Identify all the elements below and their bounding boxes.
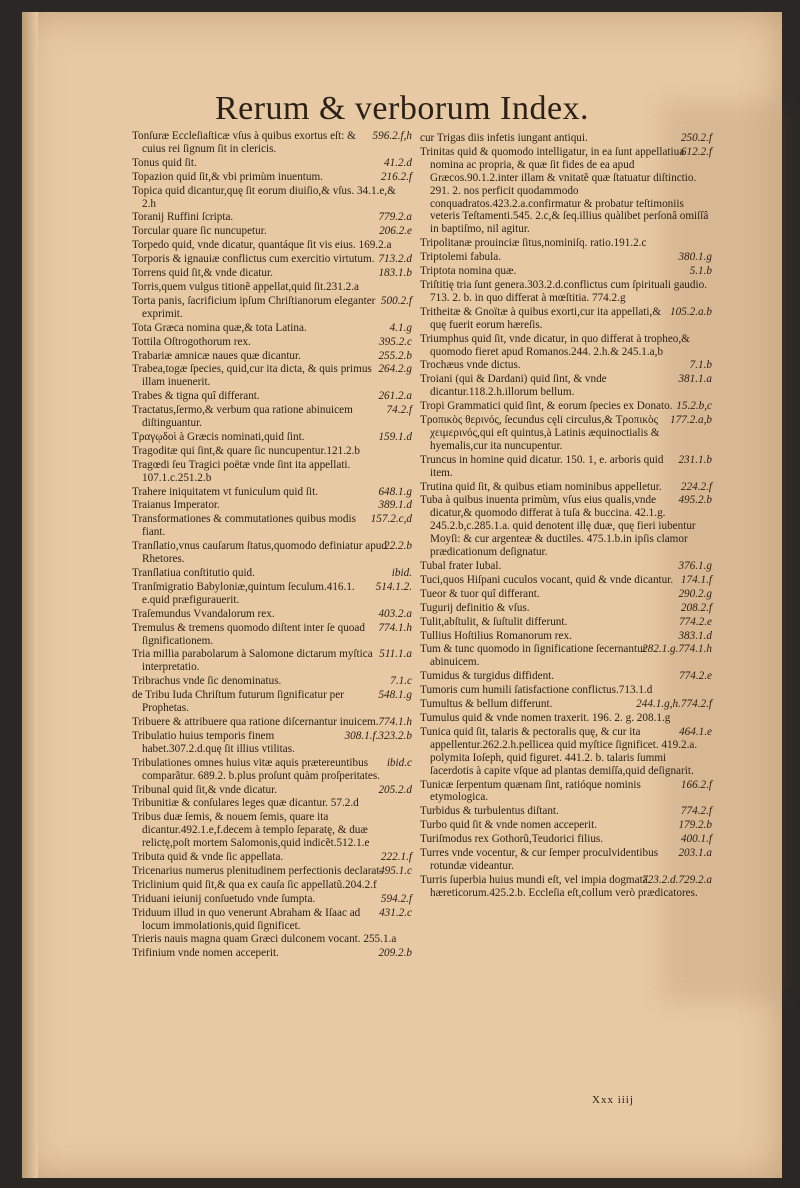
- index-entry: [132, 567, 412, 580]
- index-entry: [420, 847, 712, 873]
- index-entry-reference: 255.2.b: [378, 349, 412, 362]
- index-entry: [132, 459, 412, 485]
- index-entry: [132, 211, 412, 224]
- index-entry-reference: 4.1.g: [389, 321, 412, 334]
- index-entry: [132, 513, 412, 539]
- index-entry: [420, 616, 712, 629]
- index-entry-reference: 22.2.b: [384, 540, 412, 553]
- index-entry-text: Trifinium vnde nomen acceperit.: [132, 947, 279, 960]
- index-entry-reference: 596.2.f,h: [372, 130, 412, 142]
- index-entry: [420, 306, 712, 332]
- index-column-right: [420, 132, 712, 901]
- index-entry: [132, 281, 412, 294]
- index-entry-text: Tum & tunc quomodo in ſignificatione ſecernantur abinuicem.: [420, 643, 647, 669]
- index-entry-reference: 308.1.f.323.2.b: [344, 729, 412, 742]
- index-entry: [132, 675, 412, 688]
- index-entry-text: Tranſlatio,vnus cauſarum ſtatus,quomodo definiatur apud Rhetores.: [132, 540, 387, 566]
- index-entry-reference: 511.1.a: [379, 648, 412, 661]
- index-entry-reference: 208.2.f: [680, 601, 712, 614]
- index-entry: [132, 622, 412, 648]
- index-entry-reference: 774.1.h: [378, 715, 412, 728]
- page-gutter: [22, 12, 38, 1178]
- index-entry-reference: 290.2.g: [678, 587, 712, 600]
- index-entry-text: Turris ſuperbia huius mundi eſt, vel impia dogmata hæreticorum.425.2.b. Eccleſia eſt,collum verò prædicatores.: [420, 873, 698, 899]
- index-entry-text: Tropi Grammatici quid ſint, & eorum ſpecies ex Donato.: [420, 400, 673, 413]
- index-entry-reference: 166.2.f: [680, 778, 712, 791]
- index-entry-reference: 389.1.d: [378, 499, 412, 512]
- index-entry: [420, 494, 712, 559]
- index-entry-text: Tribulatio huius temporis finem habet.307.2.d.quę ſit illius vtilitas.: [132, 729, 295, 755]
- index-entry-reference: 7.1.c: [390, 675, 412, 688]
- index-entry-text: Torcular quare ſic nuncupetur.: [132, 225, 267, 238]
- index-entry-text: Tunica quid ſit, talaris & pectoralis quę, & cur ita appellentur.262.2.h.pellicea quid myſtice ſignificet. 419.2.a. polymita Ioſeph, quid figuret. 441.2. b. talaris ſummi ſacerdotis à capite vſque ad plantas demiſſa,quid deſignarit.: [420, 725, 698, 777]
- index-entry-reference: 105.2.a.b: [670, 305, 712, 318]
- index-entry-text: Tumultus & bellum differunt.: [420, 698, 553, 711]
- index-entry: [132, 130, 412, 156]
- index-entry-text: Tubal frater Iubal.: [420, 560, 502, 572]
- index-entry: [420, 132, 712, 145]
- index-entry: [132, 239, 412, 252]
- page-title: Rerum & verborum Index.: [214, 90, 590, 127]
- index-entry: [132, 171, 412, 184]
- index-entry-reference: 774.1.h: [378, 621, 412, 634]
- index-entry-text: Tueor & tuor quî differant.: [420, 587, 540, 600]
- index-entry: [420, 574, 712, 587]
- index-entry: [420, 684, 712, 697]
- index-entry: [420, 630, 712, 643]
- index-entry-text: Tria millia parabolarum à Salomone dictarum myſtica interpretatio.: [132, 648, 373, 674]
- index-entry-reference: 495.2.b: [678, 494, 712, 507]
- index-entry: [132, 879, 412, 892]
- index-entry-text: Torpedo quid, vnde dicatur, quantáque ſit vis eius. 169.2.a: [132, 239, 392, 252]
- index-entry-text: Torporis & ignauiæ conflictus cum exercitio virtutum.: [132, 253, 375, 266]
- index-entry: [132, 185, 412, 211]
- index-entry-reference: 209.2.b: [378, 947, 412, 960]
- index-entry-reference: 774.2.f: [680, 805, 712, 818]
- index-entry: [132, 933, 412, 946]
- index-entry-reference: 157.2.c,d: [370, 513, 412, 526]
- index-entry-reference: 282.1.g.774.1.h: [642, 643, 712, 656]
- index-entry-text: Tumidus & turgidus diffident.: [420, 670, 555, 683]
- index-entry-text: Trochæus vnde dictus.: [420, 359, 521, 372]
- index-entry: [420, 805, 712, 818]
- index-entry-text: Triduum illud in quo venerunt Abraham & Iſaac ad locum immolationis,quid ſignificet.: [132, 906, 361, 932]
- index-entry-text: Triumphus quid ſit, vnde dicatur, in quo differat à tropheo,& quomodo fieret apud Romanos.244. 2.h.& 245.1.a,b: [420, 332, 690, 358]
- index-entry: [420, 279, 712, 305]
- index-entry-reference: 205.2.d: [378, 783, 412, 796]
- index-entry: [420, 251, 712, 264]
- index-entry-text: Tragœdi ſeu Tragici poëtæ vnde ſint ita appellati. 107.1.c.251.2.b: [132, 458, 351, 484]
- index-entry-text: Tuba à quibus inuenta primùm, vſus eius qualis,vnde dicatur,& quomodo differat à tuſa & buccina. 42.1.g. 245.2.b,c.285.1.a. quid denotent illę duæ, quę fieri iubentur Moyſi: & cur argenteæ & ductiles. 475.1.b.in ipſis clamor prædicationum deſignatur.: [420, 494, 696, 559]
- index-entry: [132, 157, 412, 170]
- index-entry-text: Troiani (qui & Dardani) quid ſint, & vnde dicantur.118.2.h.illorum bellum.: [420, 373, 607, 399]
- index-entry-reference: 500.2.f: [380, 294, 412, 307]
- index-entry-reference: 713.2.d: [378, 253, 412, 266]
- index-entry-reference: 174.1.f: [680, 573, 712, 586]
- index-entry-text: Tributa quid & vnde ſic appellata.: [132, 851, 284, 864]
- index-entry-reference: 74.2.f: [386, 404, 412, 417]
- index-entry: [132, 608, 412, 621]
- index-entry: [132, 757, 412, 783]
- index-entry: [132, 907, 412, 933]
- index-entry-reference: 41.2.d: [384, 156, 412, 169]
- index-entry-text: Tumoris cum humili ſatisfactione conflictus.713.1.d: [420, 684, 653, 697]
- index-entry: [132, 431, 412, 444]
- index-entry: [132, 730, 412, 756]
- index-entry: [132, 445, 412, 458]
- index-entry: [420, 643, 712, 669]
- index-entry: [132, 390, 412, 403]
- index-entry-reference: 400.1.f: [680, 833, 712, 846]
- index-entry: [132, 540, 412, 566]
- index-entry-text: Topica quid dicantur,quę ſit eorum diuiſio,& vſus. 34.1.e,& 2.h: [132, 184, 396, 210]
- index-entry-reference: 612.2.f: [680, 145, 712, 158]
- index-entry-text: Triſtitię tria ſunt genera.303.2.d.conflictus cum ſpirituali gaudio. 713. 2. b. in quo differat à mœſtitia. 774.2.g: [420, 278, 707, 304]
- index-entry-text: Tricenarius numerus plenitudinem perfectionis declarat.: [132, 864, 383, 877]
- index-entry-text: Tremulus & tremens quomodo diſtent inter ſe quoad ſignificationem.: [132, 621, 365, 647]
- index-entry-text: Triclinium quid ſit,& qua ex cauſa ſic appellatũ.204.2.f: [132, 878, 377, 891]
- index-entry-text: de Tribu Iuda Chriſtum futurum ſignificatur per Prophetas.: [132, 689, 344, 715]
- index-entry-text: Torris,quem vulgus titionẽ appellat,quid ſit.231.2.a: [132, 280, 359, 293]
- index-entry-text: Tragoditæ qui ſint,& quare ſic nuncupentur.121.2.b: [132, 444, 360, 457]
- index-entry: [420, 712, 712, 725]
- index-entry: [420, 454, 712, 480]
- index-entry-text: Truncus in homine quid dicatur. 150. 1, e. arboris quid item.: [420, 453, 664, 479]
- index-entry-reference: 376.1.g: [678, 560, 712, 572]
- index-entry: [132, 486, 412, 499]
- index-entry-text: Topazion quid ſit,& vbi primùm inuentum.: [132, 170, 323, 183]
- index-entry-text: Tonſuræ Eccleſiaſticæ vſus à quibus exortus eſt: & cuius rei ſignum ſit in clericis.: [132, 130, 356, 155]
- index-entry-reference: 723.2.d.729.2.a: [642, 873, 712, 886]
- index-entry-reference: 514.1.2.: [375, 580, 412, 593]
- index-entry: [132, 865, 412, 878]
- index-entry-text: Tonus quid ſit.: [132, 156, 197, 169]
- index-entry: [132, 363, 412, 389]
- index-entry-reference: 244.1.g,h.774.2.f: [636, 698, 712, 711]
- index-entry-text: Triduani ieiunij conſuetudo vnde ſumpta.: [132, 892, 316, 905]
- index-entry-text: Tuci,quos Hiſpani cuculos vocant, quid & vnde dicantur.: [420, 573, 674, 586]
- index-entry: [420, 588, 712, 601]
- index-entry: [420, 265, 712, 278]
- index-entry-reference: 7.1.b: [689, 359, 712, 372]
- index-entry: [132, 295, 412, 321]
- index-entry-text: Tota Græca nomina quæ,& tota Latina.: [132, 321, 307, 334]
- index-entry-reference: 648.1.g: [378, 485, 412, 498]
- index-entry: [132, 499, 412, 512]
- index-entry: [420, 146, 712, 236]
- index-entry-reference: 231.1.b: [678, 453, 712, 466]
- index-entry-text: Tribuere & attribuere qua ratione diſcernantur inuicem.: [132, 715, 379, 728]
- index-entry-text: Transformationes & commutationes quibus modis fiant.: [132, 513, 356, 539]
- index-entry-text: Torrens quid ſit,& vnde dicatur.: [132, 267, 273, 280]
- index-entry: [420, 670, 712, 683]
- index-entry: [132, 336, 412, 349]
- index-entry-text: Tribulationes omnes huius vitæ aquis prætereuntibus comparãtur. 689.2. b.plus proſunt quàm proſperitates.: [132, 756, 380, 782]
- index-entry: [132, 811, 412, 850]
- index-entry-reference: 177.2.a,b: [670, 414, 712, 427]
- index-entry-text: Turiſmodus rex Gothorũ,Teudorici filius.: [420, 833, 604, 846]
- index-entry-reference: 464.1.e: [679, 725, 712, 738]
- index-entry-reference: 261.2.a: [378, 390, 412, 403]
- index-entry-text: Trabes & tigna quî differant.: [132, 390, 260, 403]
- index-entry-reference: 774.2.e: [679, 615, 712, 628]
- index-entry-text: Trahere iniquitatem vt funiculum quid ſit.: [132, 485, 319, 498]
- index-entry-text: Turbo quid ſit & vnde nomen acceperit.: [420, 819, 598, 832]
- index-entry-text: Trinitas quid & quomodo intelligatur, in ea ſunt appellatiua nomina ac propria, & quæ ſit fides de ea apud Græcos.90.1.2.inter illam & vnitatẽ quæ ſtatuatur diſtinctio. 291. 2. nos perficit quodammodo conquadratos.423.2.a.confirmatur & probatur teſtimoniis veteris Teſtamenti.545. 2.c,& ſeq.illius quàlibet perſonâ omiſſâ in baptiſmo, nil agitur.: [420, 145, 709, 236]
- index-entry-text: Τραγῳδοὶ à Græcis nominati,quid ſint.: [132, 430, 305, 443]
- index-entry-reference: 5.1.b: [689, 265, 712, 278]
- index-entry: [132, 648, 412, 674]
- index-entry: [132, 253, 412, 266]
- index-entry: [132, 716, 412, 729]
- book-page: [22, 12, 782, 1178]
- index-entry: [132, 322, 412, 335]
- index-entry: [420, 726, 712, 778]
- index-entry-text: Toranij Ruffini ſcripta.: [132, 211, 234, 224]
- index-entry: [420, 833, 712, 846]
- index-entry-text: Tullius Hoſtilius Romanorum rex.: [420, 629, 572, 642]
- index-entry: [420, 481, 712, 494]
- index-entry: [132, 851, 412, 864]
- index-entry-reference: 250.2.f: [680, 132, 712, 144]
- index-entry: [420, 698, 712, 711]
- index-entry: [132, 404, 412, 430]
- index-entry-text: Tottila Oſtrogothorum rex.: [132, 335, 251, 348]
- index-entry-text: Tulit,abſtulit, & ſuſtulit differunt.: [420, 615, 568, 628]
- index-entry-reference: 381.1.a: [678, 373, 712, 386]
- index-entry-text: Tritheitæ & Gnoïtæ à quibus exorti,cur ita appellati,& quę fuerit eorum hæreſis.: [420, 305, 662, 331]
- index-entry-text: Tranſmigratio Babyloniæ,quintum ſeculum.416.1. e.quid præfigurauerit.: [132, 580, 355, 606]
- index-entry-reference: 594.2.f: [380, 892, 412, 905]
- index-entry: [132, 225, 412, 238]
- index-entry-reference: 774.2.e: [679, 670, 712, 683]
- index-entry-text: Torta panis, ſacrificium ipſum Chriſtianorum eleganter exprimit.: [132, 294, 376, 320]
- index-entry: [420, 400, 712, 413]
- index-entry-text: Tumulus quid & vnde nomen traxerit. 196. 2. g. 208.1.g: [420, 711, 671, 724]
- index-entry-reference: 495.1.c: [379, 864, 412, 877]
- index-entry: [132, 893, 412, 906]
- index-entry-text: Triptolemi fabula.: [420, 251, 501, 264]
- index-entry-text: Tunicæ ſerpentum quænam ſint, ratióque nominis etymologica.: [420, 778, 641, 804]
- index-entry-reference: 548.1.g: [378, 689, 412, 702]
- index-entry: [420, 237, 712, 250]
- index-entry-reference: 15.2.b,c: [676, 400, 712, 413]
- index-entry: [132, 267, 412, 280]
- index-entry-reference: 264.2.g: [378, 363, 412, 376]
- index-entry-reference: 159.1.d: [378, 430, 412, 443]
- index-entry-reference: 431.2.c: [379, 906, 412, 919]
- index-entry-reference: 179.2.b: [678, 819, 712, 832]
- index-column-left: [132, 130, 412, 961]
- index-entry: [132, 797, 412, 810]
- index-entry-text: Trabea,togæ ſpecies, quid,cur ita dicta, & quis primus illam inuenerit.: [132, 363, 372, 389]
- index-entry: [132, 784, 412, 797]
- index-entry: [132, 581, 412, 607]
- index-entry-reference: 203.1.a: [678, 847, 712, 860]
- index-entry: [420, 819, 712, 832]
- index-entry: [420, 560, 712, 573]
- index-entry: [420, 779, 712, 805]
- index-entry-text: Tribunitiæ & conſulares leges quæ dicantur. 57.2.d: [132, 797, 359, 810]
- index-entry: [132, 689, 412, 715]
- index-entry-reference: 779.2.a: [378, 211, 412, 224]
- index-entry: [420, 602, 712, 615]
- index-entry-reference: 224.2.f: [680, 480, 712, 493]
- index-entry-reference: 216.2.f: [380, 170, 412, 183]
- index-entry-text: Turres vnde vocentur, & cur ſemper proculvidentibus rotundæ videantur.: [420, 847, 659, 872]
- index-entry-text: Tranſlatiua conſtitutio quid.: [132, 567, 255, 579]
- index-entry-text: Tribrachus vnde ſic denominatus.: [132, 675, 282, 688]
- index-entry-reference: 380.1.g: [678, 251, 712, 264]
- index-entry-text: Traſemundus Vvandalorum rex.: [132, 607, 275, 620]
- index-entry-reference: 383.1.d: [678, 629, 712, 642]
- index-entry-reference: 403.2.a: [378, 607, 412, 620]
- index-entry-reference: 183.1.b: [378, 267, 412, 280]
- index-entry-reference: 222.1.f: [380, 851, 412, 864]
- index-entry-text: Traianus Imperator.: [132, 499, 220, 512]
- index-entry-text: cur Trigas diis infetis iungant antiqui.: [420, 132, 588, 144]
- index-entry-text: Tugurij definitio & vſus.: [420, 601, 530, 614]
- index-entry: [420, 373, 712, 399]
- index-entry-text: Trabariæ amnicæ naues quæ dicantur.: [132, 349, 301, 362]
- index-entry-reference: ibid.c: [386, 756, 412, 769]
- index-entry: [132, 947, 412, 960]
- index-entry-text: Τροπικὸς θερινός, ſecundus cęli circulus,& Τροπικὸς χειμερινός,qui eſt quintus,à Latinis æquinoctialis & hyemalis,cur ita nuncupentur.: [420, 414, 660, 452]
- index-entry-text: Trieris nauis magna quam Græci dulconem vocant. 255.1.a: [132, 933, 397, 946]
- index-entry: [420, 874, 712, 900]
- index-entry-text: Turbidus & turbulentus diſtant.: [420, 805, 559, 818]
- index-entry-text: Tripolitanæ prouinciæ ſitus,nominiſq. ratio.191.2.c: [420, 237, 647, 250]
- index-entry-reference: 206.2.e: [379, 225, 412, 238]
- index-entry-text: Tribus duæ ſemis, & nouem ſemis, quare ita dicantur.492.1.e,f.decem à templo ſeparatę, & duæ relictę,poſt mortem Salomonis,quid indicẽt.512.1.e: [132, 811, 370, 850]
- index-entry-text: Triptota nomina quæ.: [420, 265, 517, 278]
- index-entry: [132, 350, 412, 363]
- index-entry-reference: 395.2.c: [379, 335, 412, 348]
- index-entry-text: Tribunal quid ſit,& vnde dicatur.: [132, 783, 278, 796]
- index-entry: [420, 333, 712, 359]
- index-entry-reference: ibid.: [391, 567, 412, 579]
- index-entry: [420, 359, 712, 372]
- index-entry-text: Trutina quid ſit, & quibus etiam nominibus appelletur.: [420, 480, 662, 493]
- index-entry-text: Tractatus,ſermo,& verbum qua ratione abinuicem diſtinguantur.: [132, 404, 353, 430]
- signature-mark: Xxx iiij: [592, 1094, 634, 1106]
- index-entry: [420, 414, 712, 453]
